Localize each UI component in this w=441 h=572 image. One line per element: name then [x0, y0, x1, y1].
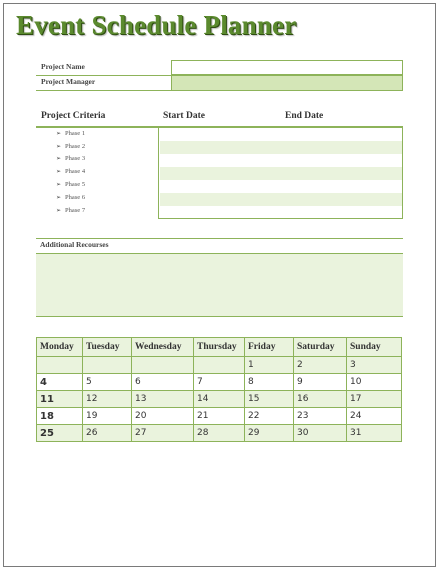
calendar-cell[interactable]: 19 [83, 408, 132, 425]
calendar-cell[interactable]: 25 [37, 425, 83, 442]
project-manager-label: Project Manager [41, 77, 96, 86]
day-header: Friday [245, 338, 294, 357]
calendar-cell[interactable]: 16 [294, 391, 347, 408]
day-header: Sunday [347, 338, 402, 357]
phase-date-row[interactable] [160, 154, 402, 167]
calendar-cell[interactable] [194, 357, 245, 374]
resources-top-rule [36, 238, 403, 239]
calendar-cell[interactable]: 9 [294, 374, 347, 391]
calendar-cell[interactable]: 3 [347, 357, 402, 374]
calendar-cell[interactable]: 21 [194, 408, 245, 425]
calendar-week-row [37, 374, 402, 391]
arrow-bullet-icon: ➢ [56, 131, 62, 137]
phase-date-row[interactable] [160, 167, 402, 180]
calendar-cell[interactable]: 30 [294, 425, 347, 442]
calendar-cell[interactable]: 12 [83, 391, 132, 408]
day-header: Tuesday [83, 338, 132, 357]
phase-date-row[interactable] [160, 141, 402, 154]
calendar-cell[interactable]: 18 [37, 408, 83, 425]
start-date-header: Start Date [163, 111, 205, 121]
criteria-right-edge [402, 128, 403, 219]
calendar-cell[interactable]: 28 [194, 425, 245, 442]
calendar-header-row [37, 338, 402, 357]
project-manager-underline [36, 90, 172, 91]
calendar-cell[interactable]: 6 [132, 374, 194, 391]
phase-item: ➢ Phase 3 [56, 155, 86, 162]
phase-item: ➢ Phase 4 [56, 168, 86, 175]
criteria-bottom-rule [158, 218, 403, 219]
project-name-field[interactable] [171, 60, 403, 75]
calendar-cell[interactable]: 27 [132, 425, 194, 442]
phase-item: ➢ Phase 5 [56, 181, 86, 188]
resources-label: Additional Recourses [40, 240, 109, 249]
calendar-week-row [37, 391, 402, 408]
arrow-bullet-icon: ➢ [56, 195, 62, 201]
arrow-bullet-icon: ➢ [56, 156, 62, 162]
arrow-bullet-icon: ➢ [56, 208, 62, 214]
calendar-cell[interactable]: 31 [347, 425, 402, 442]
calendar-cell[interactable]: 17 [347, 391, 402, 408]
day-header: Saturday [294, 338, 347, 357]
calendar-cell[interactable]: 10 [347, 374, 402, 391]
phase-item: ➢ Phase 7 [56, 207, 86, 214]
calendar-cell[interactable]: 15 [245, 391, 294, 408]
arrow-bullet-icon: ➢ [56, 169, 62, 175]
end-date-header: End Date [285, 111, 324, 121]
phase-item: ➢ Phase 1 [56, 130, 86, 137]
calendar-cell[interactable]: 24 [347, 408, 402, 425]
calendar-cell[interactable] [37, 357, 83, 374]
calendar-cell[interactable]: 29 [245, 425, 294, 442]
phase-date-row[interactable] [160, 180, 402, 193]
phase-item: ➢ Phase 2 [56, 143, 86, 150]
calendar-week-row [37, 357, 402, 374]
resources-textarea[interactable] [36, 253, 403, 317]
phase-date-row[interactable] [160, 193, 402, 206]
arrow-bullet-icon: ➢ [56, 182, 62, 188]
criteria-divider [158, 128, 159, 219]
day-header: Monday [37, 338, 83, 357]
criteria-header: Project Criteria [41, 111, 106, 121]
calendar-cell[interactable]: 23 [294, 408, 347, 425]
page-title: Event Schedule Planner [16, 10, 297, 40]
calendar-cell[interactable]: 13 [132, 391, 194, 408]
calendar-cell[interactable]: 8 [245, 374, 294, 391]
calendar-table [36, 337, 402, 442]
calendar-week-row [37, 425, 402, 442]
calendar-cell[interactable] [132, 357, 194, 374]
project-manager-field[interactable] [171, 75, 403, 91]
calendar-cell[interactable]: 2 [294, 357, 347, 374]
calendar-cell[interactable]: 14 [194, 391, 245, 408]
day-header: Thursday [194, 338, 245, 357]
arrow-bullet-icon: ➢ [56, 144, 62, 150]
phase-item: ➢ Phase 6 [56, 194, 86, 201]
calendar-week-row [37, 408, 402, 425]
calendar-cell[interactable]: 11 [37, 391, 83, 408]
calendar-cell[interactable]: 22 [245, 408, 294, 425]
calendar-cell[interactable]: 5 [83, 374, 132, 391]
calendar-cell[interactable]: 1 [245, 357, 294, 374]
day-header: Wednesday [132, 338, 194, 357]
project-name-label: Project Name [41, 62, 85, 71]
calendar-cell[interactable]: 20 [132, 408, 194, 425]
phase-date-row[interactable] [160, 128, 402, 141]
project-name-underline [36, 75, 172, 76]
calendar-cell[interactable]: 26 [83, 425, 132, 442]
calendar-cell[interactable] [83, 357, 132, 374]
calendar-cell[interactable]: 4 [37, 374, 83, 391]
calendar-cell[interactable]: 7 [194, 374, 245, 391]
